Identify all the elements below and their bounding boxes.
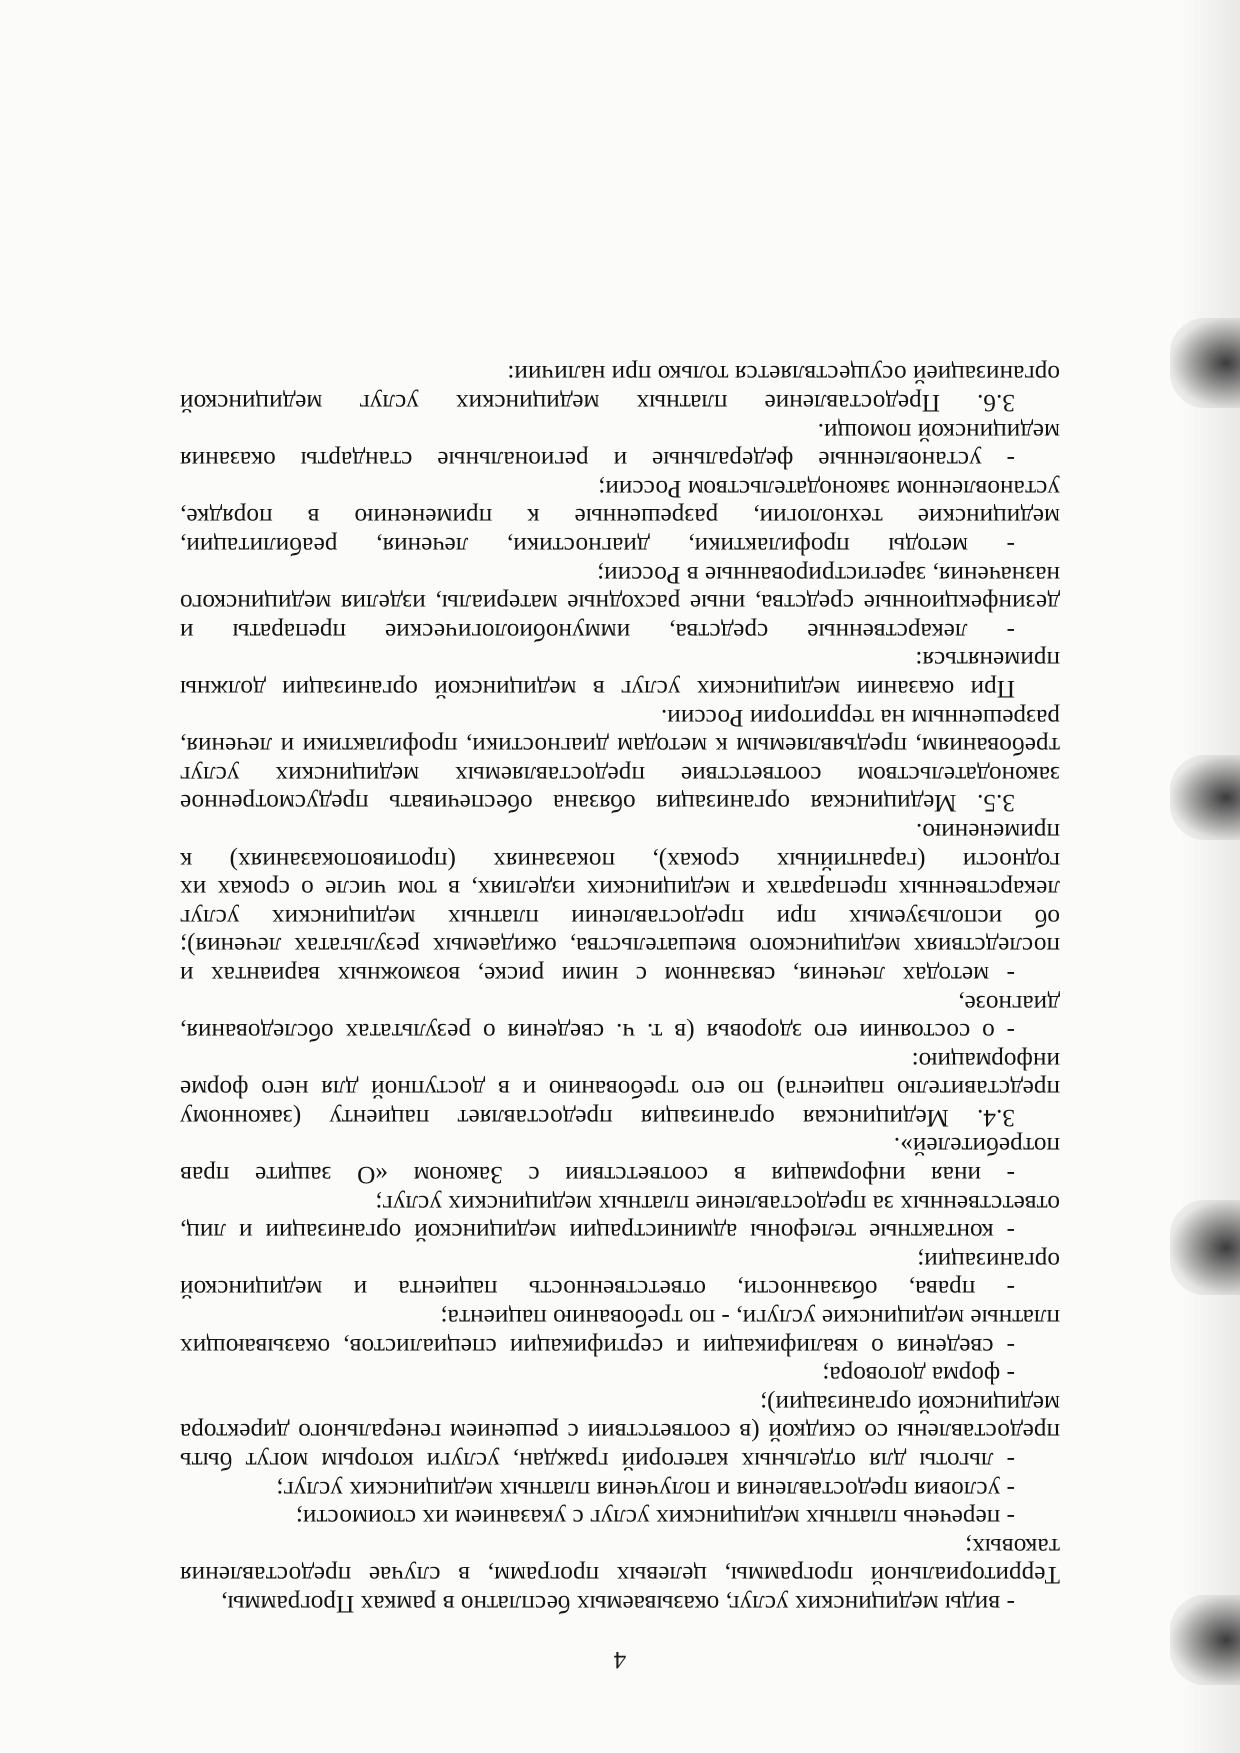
page-number: 4 xyxy=(613,1646,627,1673)
text-line: предоставлены со скидкой (в соответствии с решением генерального директора xyxy=(180,1418,1060,1447)
text-line: - лекарственные средства, иммунобиологические препараты и xyxy=(180,617,1015,646)
text-line: 3.4. Медицинская организация предоставляет пациенту (законному xyxy=(180,1103,1015,1132)
text-line: применяться: xyxy=(915,646,1060,675)
text-line: назначения, зарегистрированные в России; xyxy=(597,560,1060,589)
text-line: разрешенным на территории России. xyxy=(660,703,1060,732)
text-line: последствиях медицинского вмешательства, ожидаемых результатах лечения); xyxy=(180,932,1060,961)
text-line: - перечень платных медицинских услуг с указанием их стоимости; xyxy=(295,1504,1015,1533)
text-line: медицинские технологии, разрешенные к применению в порядке, xyxy=(180,503,1060,532)
text-line: законодательством соответствие предоставляемых медицинских услуг xyxy=(180,760,1060,789)
text-line: медицинской помощи. xyxy=(817,417,1060,446)
text-line: - сведения о квалификации и сертификации специалистов, оказывающих xyxy=(180,1332,1015,1361)
text-line: Территориальной программы, целевых программ, в случае предоставления xyxy=(180,1561,1060,1590)
text-line: об используемых при предоставлении платных медицинских услуг xyxy=(180,903,1060,932)
text-line: применению. xyxy=(915,817,1060,846)
body-text xyxy=(180,360,1060,1618)
text-line: потребителей». xyxy=(893,1132,1060,1161)
text-line: - методах лечения, связанном с ними риске, возможных вариантах и xyxy=(180,960,1015,989)
text-line: медицинской организации); xyxy=(760,1389,1060,1418)
text-line: дезинфекционные средства, иные расходные материалы, изделия медицинского xyxy=(180,589,1060,618)
text-line: - льготы для отдельных категорий граждан, услуги которым могут быть xyxy=(180,1447,1015,1476)
text-line: информацию: xyxy=(911,1046,1060,1075)
text-line: требованиям, предъявляемым к методам диагностики, профилактики и лечения, xyxy=(180,732,1060,761)
text-line: - условия предоставления и получения платных медицинских услуг; xyxy=(276,1475,1015,1504)
text-line: организацией осуществляется только при наличии: xyxy=(507,360,1060,389)
text-line: - установленные федеральные и региональные стандарты оказания xyxy=(180,446,1015,475)
text-line: - иная информация в соответствии с Законом «О защите прав xyxy=(180,1161,1015,1190)
text-line: 3.6. Предоставление платных медицинских услуг медицинской xyxy=(180,389,1015,418)
text-line: диагнозе, xyxy=(958,989,1060,1018)
text-line: ответственных за предоставление платных медицинских услуг; xyxy=(375,1189,1060,1218)
text-line: таковых; xyxy=(965,1532,1060,1561)
text-line: организации; xyxy=(917,1246,1060,1275)
text-line: - контактные телефоны администрации медицинской организации и лиц, xyxy=(180,1218,1015,1247)
text-line: - права, обязанности, ответственность пациента и медицинской xyxy=(180,1275,1015,1304)
text-line: - форма договора; xyxy=(822,1361,1015,1390)
text-line: платные медицинские услуги, - по требованию пациента; xyxy=(440,1304,1060,1333)
text-line: - методы профилактики, диагностики, лечения, реабилитации, xyxy=(180,532,1015,561)
text-line: представителю пациента) по его требованию и в доступной для него форме xyxy=(180,1075,1060,1104)
text-line: - о состоянии его здоровья (в т. ч. сведения о результатах обследования, xyxy=(180,1018,1015,1047)
text-line: лекарственных препаратах и медицинских изделиях, в том числе о сроках их xyxy=(180,875,1060,904)
text-line: - виды медицинских услуг, оказываемых бесплатно в рамках Программы, xyxy=(221,1590,1015,1618)
text-line: 3.5. Медицинская организация обязана обеспечивать предусмотренное xyxy=(180,789,1015,818)
text-line: установленном законодательством России; xyxy=(598,474,1060,503)
text-line: годности (гарантийных сроках), показаниях (противопоказаниях) к xyxy=(180,846,1060,875)
text-line: При оказании медицинских услуг в медицинской организации должны xyxy=(180,675,1015,703)
